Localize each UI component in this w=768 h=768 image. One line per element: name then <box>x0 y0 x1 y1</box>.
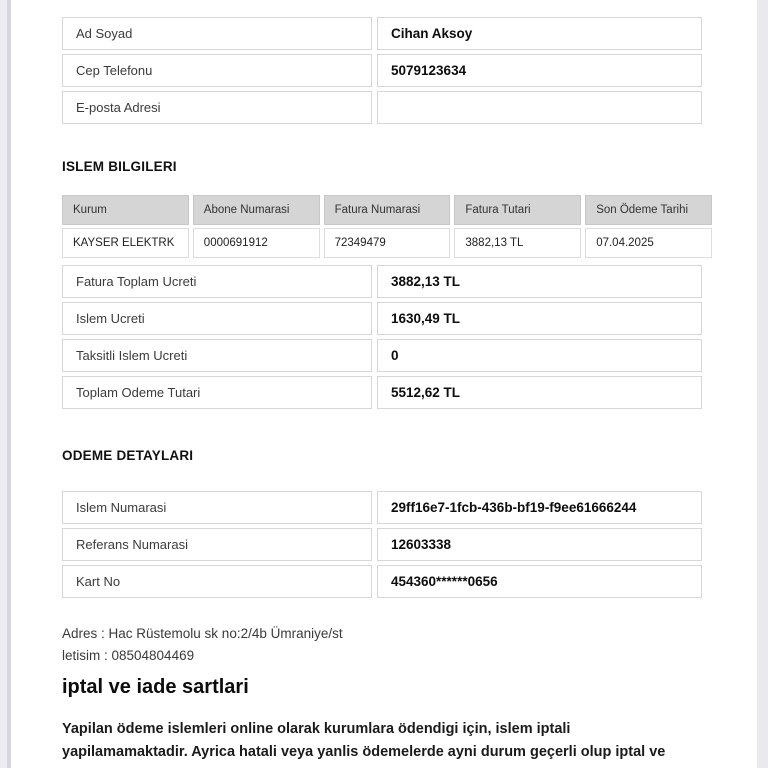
field-value: 29ff16e7-1fcb-436b-bf19-f9ee61666244 <box>377 491 702 524</box>
table-row <box>62 491 702 524</box>
table-row <box>62 17 702 50</box>
column-header-abone-numarasi: Abone Numarasi <box>193 195 320 225</box>
cell-kurum: KAYSER ELEKTRK <box>62 228 189 258</box>
column-header-kurum: Kurum <box>62 195 189 225</box>
table-row <box>62 376 702 409</box>
field-value: 12603338 <box>377 528 702 561</box>
terms-line-2: yapilamamaktadir. Ayrica hatali veya yanlis ödemelerde ayni durum geçerli olup iptal ve <box>62 744 666 760</box>
cell-fatura-tutari: 3882,13 TL <box>454 228 581 258</box>
field-label: Fatura Toplam Ucreti <box>62 265 372 298</box>
field-label: Ad Soyad <box>62 17 372 50</box>
address-line: Adres : Hac Rüstemolu sk no:2/4b Ümraniye/st <box>62 626 343 641</box>
table-row <box>62 565 702 598</box>
left-edge-band <box>0 0 11 768</box>
table-row <box>62 91 702 124</box>
receipt-page <box>62 17 712 764</box>
terms-line-1: Yapilan ödeme islemleri online olarak kurumlara ödendigi için, islem iptali <box>62 721 571 737</box>
table-row <box>62 528 702 561</box>
field-label: Toplam Odeme Tutari <box>62 376 372 409</box>
column-header-son-odeme-tarihi: Son Ödeme Tarihi <box>585 195 712 225</box>
invoice-table-header-row <box>62 195 712 225</box>
field-label: Islem Numarasi <box>62 491 372 524</box>
invoice-table <box>62 195 712 258</box>
terms-paragraph <box>62 718 712 764</box>
section-title-islem-bilgileri: ISLEM BILGILERI <box>62 159 177 174</box>
table-row <box>62 54 702 87</box>
field-value: 454360******0656 <box>377 565 702 598</box>
table-row <box>62 265 702 298</box>
payment-details-table <box>62 491 712 598</box>
section-title-odeme-detaylari: ODEME DETAYLARI <box>62 448 194 463</box>
merchant-info <box>62 623 712 667</box>
cell-son-odeme-tarihi: 07.04.2025 <box>585 228 712 258</box>
field-value: 5079123634 <box>377 54 702 87</box>
field-value: Cihan Aksoy <box>377 17 702 50</box>
field-value: 3882,13 TL <box>377 265 702 298</box>
field-label: Kart No <box>62 565 372 598</box>
table-row <box>62 339 702 372</box>
contact-line: letisim : 08504804469 <box>62 648 195 663</box>
invoice-table-data-row <box>62 228 712 258</box>
field-label: Referans Numarasi <box>62 528 372 561</box>
field-label: Taksitli Islem Ucreti <box>62 339 372 372</box>
fee-summary-table <box>62 265 712 409</box>
column-header-fatura-numarasi: Fatura Numarasi <box>324 195 451 225</box>
field-value: 1630,49 TL <box>377 302 702 335</box>
field-value: 0 <box>377 339 702 372</box>
field-label: Cep Telefonu <box>62 54 372 87</box>
cell-abone-numarasi: 0000691912 <box>193 228 320 258</box>
field-value: 5512,62 TL <box>377 376 702 409</box>
right-edge-band <box>757 0 768 768</box>
field-label: Islem Ucreti <box>62 302 372 335</box>
field-label: E-posta Adresi <box>62 91 372 124</box>
column-header-fatura-tutari: Fatura Tutari <box>454 195 581 225</box>
terms-title: iptal ve iade sartlari <box>62 676 249 698</box>
table-row <box>62 302 702 335</box>
field-value <box>377 91 702 124</box>
contact-info-table <box>62 17 712 124</box>
cell-fatura-numarasi: 72349479 <box>324 228 451 258</box>
